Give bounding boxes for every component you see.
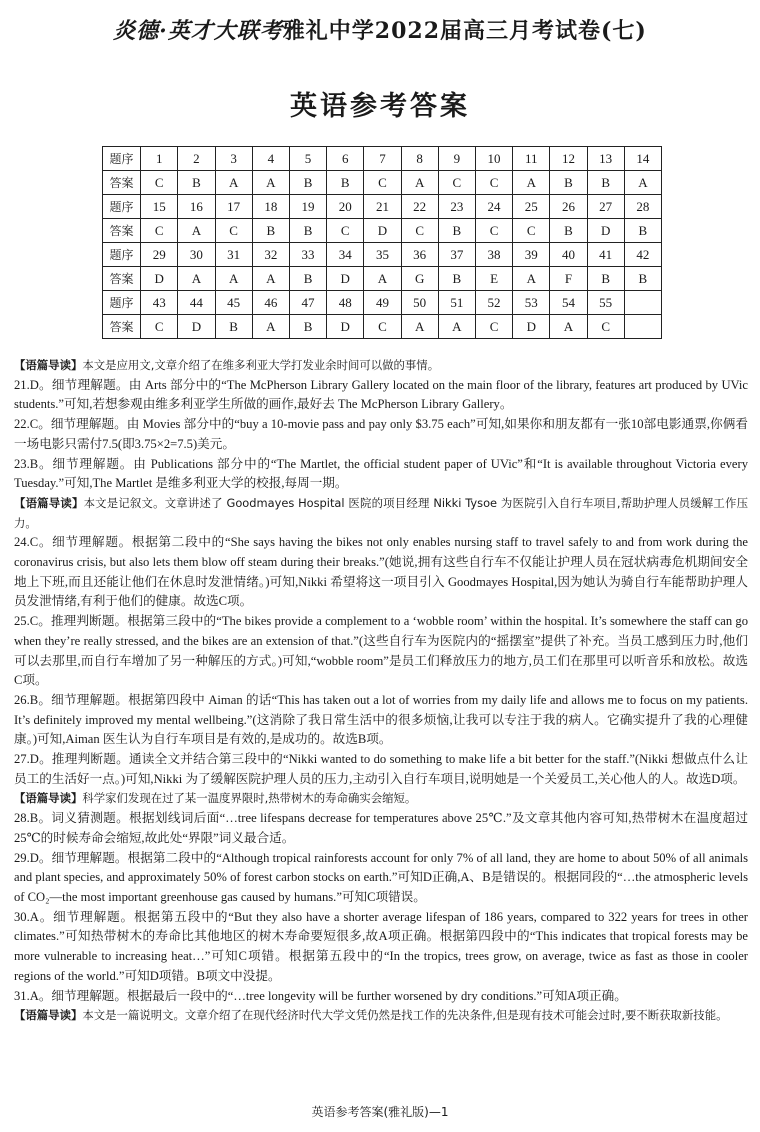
answer-cell: D — [327, 267, 364, 291]
question-number: 18 — [252, 195, 289, 219]
answer-cell: A — [252, 315, 289, 339]
answer-cell: A — [215, 171, 252, 195]
question-number: 5 — [289, 147, 326, 171]
question-number — [624, 291, 661, 315]
answer-cell: B — [289, 267, 326, 291]
guide-tag: 【语篇导读】 — [14, 358, 83, 372]
answer-cell: C — [513, 219, 550, 243]
question-number: 46 — [252, 291, 289, 315]
guide-tag: 【语篇导读】 — [14, 495, 84, 510]
question-number: 14 — [624, 147, 661, 171]
question-row — [103, 147, 662, 171]
answer-cell: G — [401, 267, 438, 291]
question-number: 24 — [475, 195, 512, 219]
question-number: 51 — [438, 291, 475, 315]
answer-row — [103, 315, 662, 339]
answer-cell: A — [364, 267, 401, 291]
question-number: 31 — [215, 243, 252, 267]
answer-cell: A — [438, 315, 475, 339]
question-number: 47 — [289, 291, 326, 315]
question-number: 26 — [550, 195, 587, 219]
answer-cell: A — [252, 267, 289, 291]
question-number: 50 — [401, 291, 438, 315]
answer-cell: D — [327, 315, 364, 339]
question-number: 3 — [215, 147, 252, 171]
exam-header — [0, 14, 760, 45]
answer-row-label: 答案 — [103, 267, 141, 291]
answer-cell: B — [587, 171, 624, 195]
answer-row-label: 答案 — [103, 219, 141, 243]
answer-cell: C — [438, 171, 475, 195]
question-number: 32 — [252, 243, 289, 267]
answer-cell: B — [289, 219, 326, 243]
answer-cell: A — [624, 171, 661, 195]
question-number: 27 — [587, 195, 624, 219]
question-number: 45 — [215, 291, 252, 315]
doc-title: 英语参考答案 — [290, 91, 470, 122]
answer-table — [102, 146, 662, 339]
answer-row-label: 答案 — [103, 171, 141, 195]
question-number: 13 — [587, 147, 624, 171]
question-number: 21 — [364, 195, 401, 219]
answer-explanation: 26.B。细节理解题。根据第四段中 Aiman 的话“This has taken out a lot of worries from my daily life and allows me to focus on my patients. It’s definitely improved my mental wellbeing.”(这消除了我日常生活中的很多烦恼,让我可以专注于我的病人。它确实提升了我的心理健康。)可知,Aiman 医生认为自行车项目是有效的,是成功的。故选B项。 — [14, 692, 748, 747]
question-number: 37 — [438, 243, 475, 267]
answer-explanation: 30.A。细节理解题。根据第五段中的“But they also have a shorter average lifespan of 186 years, compared to 322 years for trees in other climates.”可知热带树木的寿命比其他地区的树木寿命要短很多,故A项正确。根据第四段中的“This indicates that tropical forests may be more vulnerable to increasing heat…”可知C项错。根据第五段中的“In the tropics, trees grow, on average, twice as fast as those in cooler regions of the world.”可知D项错。B项文中没提。 — [14, 909, 748, 983]
question-number: 54 — [550, 291, 587, 315]
answer-cell: B — [550, 219, 587, 243]
answer-explanation: 21.D。细节理解题。由 Arts 部分中的“The McPherson Library Gallery located on the main floor of the library, features art produced by UVic students.”可知,若想参观由维多利亚学生所做的画作,最好去 The McPherson Library Gallery。 — [14, 377, 748, 412]
answer-cell: C — [475, 219, 512, 243]
answer-explanation: 24.C。细节理解题。根据第二段中的“She says having the bikes not only enables nursing staff to travel safely to and from work during the coronavirus crisis, but also lets them blow off steam during their breaks.”(她说,拥有这些自行车不仅能让护理人员在冠状病毒危机期间安全地上下班,而且还能让他们在休息时发泄情绪。)可知,Nikki 希望将这一项目引入 Goodmayes Hospital,因为她认为骑自行车能帮助护理人员发泄情绪,有利于他们的健康。故选C项。 — [14, 535, 748, 609]
question-number: 36 — [401, 243, 438, 267]
answer-explanation: 31.A。细节理解题。根据最后一段中的“…tree longevity will be further worsened by dry conditions.”可知A项正确。 — [14, 988, 627, 1003]
answer-explanation: 25.C。推理判断题。根据第三段中的“The bikes provide a complement to a ‘wobble room’ within the hospital. It’s somewhere the staff can go when they’re really stressed, and the bikes are an extension of that.”(这些自行车为医院内的“摇摆室”提供了补充。当员工感到压力时,他们可以去那里,而自行车增加了另一种解压的方式。)可知,“wobble room”是员工们释放压力的地方,员工们在那里可以听音乐和放松。故选C项。 — [14, 614, 748, 688]
answer-cell: C — [401, 219, 438, 243]
answer-cell: B — [438, 219, 475, 243]
answer-cell: B — [624, 267, 661, 291]
answer-cell: A — [252, 171, 289, 195]
answer-cell: D — [587, 219, 624, 243]
answer-explanation: 27.D。推理判断题。通读全文并结合第三段中的“Nikki wanted to do something to make life a bit better for the staff.”(Nikki 想做点什么让员工的生活好一点。)可知,Nikki 为了缓解医院护理人员的压力,主动引入自行车项目,说明她是一个关爱员工,关心他人的人。故选D项。 — [14, 752, 748, 786]
question-number: 48 — [327, 291, 364, 315]
question-number: 4 — [252, 147, 289, 171]
question-row — [103, 243, 662, 267]
question-number: 49 — [364, 291, 401, 315]
guide-text: 本文是一篇说明文。文章介绍了在现代经济时代大学文凭仍然是找工作的先决条件,但是现有技术可能会过时,要不断获取新技能。 — [82, 1008, 728, 1023]
answer-cell: D — [364, 219, 401, 243]
explanations — [14, 356, 748, 1026]
answer-cell: A — [178, 267, 215, 291]
question-number: 2 — [178, 147, 215, 171]
question-number: 12 — [550, 147, 587, 171]
answer-cell: B — [438, 267, 475, 291]
answer-cell: A — [550, 315, 587, 339]
question-number: 16 — [178, 195, 215, 219]
question-number: 42 — [624, 243, 661, 267]
answer-explanation: 29.D。细节理解题。根据第二段中的“Although tropical rainforests account for only 7% of all land, they are home to about 50% of all animals and plant species, and approximately 50% of forest carbon stocks on earth.”可知D正确,A、B是错误的。根据同段的“…the atmospheric levels of CO₂—the most important greenhouse gas caused by humans.”可知C项错误。 — [14, 850, 748, 904]
page-footer: 英语参考答案(雅礼版)—1 — [311, 1105, 449, 1119]
question-number: 34 — [327, 243, 364, 267]
answer-cell: B — [252, 219, 289, 243]
question-number: 43 — [141, 291, 178, 315]
answer-cell: A — [513, 171, 550, 195]
answer-cell: C — [141, 219, 178, 243]
question-number: 15 — [141, 195, 178, 219]
guide-tag: 【语篇导读】 — [14, 1008, 83, 1023]
header-title: 雅礼中学2022届高三月考试卷(七) — [282, 18, 647, 44]
answer-cell: B — [178, 171, 215, 195]
question-number: 44 — [178, 291, 215, 315]
answer-cell — [624, 315, 661, 339]
question-number: 38 — [475, 243, 512, 267]
question-number: 52 — [475, 291, 512, 315]
answer-cell: C — [364, 171, 401, 195]
question-number: 39 — [513, 243, 550, 267]
answer-cell: C — [475, 171, 512, 195]
question-number: 8 — [401, 147, 438, 171]
question-number: 19 — [289, 195, 326, 219]
question-number: 28 — [624, 195, 661, 219]
question-number: 6 — [327, 147, 364, 171]
question-row-label: 题序 — [103, 147, 141, 171]
answer-cell: C — [141, 171, 178, 195]
answer-cell: A — [513, 267, 550, 291]
question-number: 41 — [587, 243, 624, 267]
question-row-label: 题序 — [103, 195, 141, 219]
answer-cell: C — [141, 315, 178, 339]
question-number: 33 — [289, 243, 326, 267]
question-row-label: 题序 — [103, 243, 141, 267]
question-number: 55 — [587, 291, 624, 315]
question-number: 9 — [438, 147, 475, 171]
question-number: 40 — [550, 243, 587, 267]
passage-guide — [14, 356, 748, 376]
question-number: 1 — [141, 147, 178, 171]
answer-cell: E — [475, 267, 512, 291]
answer-cell: F — [550, 267, 587, 291]
question-number: 53 — [513, 291, 550, 315]
question-number: 35 — [364, 243, 401, 267]
answer-cell: C — [475, 315, 512, 339]
answer-row-label: 答案 — [103, 315, 141, 339]
passage-guide — [14, 789, 748, 809]
guide-text: 本文是记叙文。文章讲述了 Goodmayes Hospital 医院的项目经理 Nikki Tysoe 为医院引入自行车项目,帮助护理人员缓解工作压力。 — [14, 495, 748, 530]
question-row — [103, 195, 662, 219]
question-number: 25 — [513, 195, 550, 219]
question-number: 10 — [475, 147, 512, 171]
answer-cell: C — [215, 219, 252, 243]
answer-cell: C — [327, 219, 364, 243]
answer-row — [103, 219, 662, 243]
question-number: 30 — [178, 243, 215, 267]
answer-cell: B — [289, 315, 326, 339]
passage-guide — [14, 1006, 748, 1026]
guide-text: 科学家们发现在过了某一温度界限时,热带树木的寿命确实会缩短。 — [82, 791, 417, 806]
answer-explanation: 22.C。细节理解题。由 Movies 部分中的“buy a 10-movie pass and pay only $3.75 each”可知,如果你和朋友都有一张10部电影通票,你俩看一场电影只需付7.5(即3.75×2=7.5)美元。 — [14, 417, 748, 451]
answer-cell: A — [178, 219, 215, 243]
answer-cell: B — [215, 315, 252, 339]
question-number: 29 — [141, 243, 178, 267]
question-number: 11 — [513, 147, 550, 171]
answer-row — [103, 267, 662, 291]
answer-cell: B — [550, 171, 587, 195]
passage-guide — [14, 494, 748, 533]
answer-explanation: 28.B。词义猜测题。根据划线词后面“…tree lifespans decrease for temperatures above 25℃.”及文章其他内容可知,热带树木在温度超过25℃的时候寿命会缩短,故此处“界限”词义最合适。 — [14, 811, 748, 845]
guide-text: 本文是应用文,文章介绍了在维多利亚大学打发业余时间可以做的事情。 — [82, 358, 440, 372]
answer-cell: B — [289, 171, 326, 195]
question-row-label: 题序 — [103, 291, 141, 315]
answer-cell: D — [178, 315, 215, 339]
answer-cell: A — [401, 315, 438, 339]
question-number: 17 — [215, 195, 252, 219]
answer-cell: C — [587, 315, 624, 339]
answer-cell: C — [364, 315, 401, 339]
answer-cell: B — [327, 171, 364, 195]
answer-row — [103, 171, 662, 195]
answer-explanation: 23.B。细节理解题。由 Publications 部分中的“The Martlet, the official student paper of UVic”和“It is available throughout Victoria every Tuesday.”可知,The Martlet 是维多利亚大学的校报,每周一期。 — [14, 456, 748, 491]
question-number: 22 — [401, 195, 438, 219]
question-row — [103, 291, 662, 315]
answer-cell: D — [141, 267, 178, 291]
answer-cell: A — [401, 171, 438, 195]
question-number: 7 — [364, 147, 401, 171]
answer-cell: D — [513, 315, 550, 339]
answer-cell: A — [215, 267, 252, 291]
answer-cell: B — [587, 267, 624, 291]
header-brand: 炎德·英才大联考 — [113, 18, 283, 44]
guide-tag: 【语篇导读】 — [14, 791, 83, 806]
question-number: 23 — [438, 195, 475, 219]
answer-cell: B — [624, 219, 661, 243]
question-number: 20 — [327, 195, 364, 219]
